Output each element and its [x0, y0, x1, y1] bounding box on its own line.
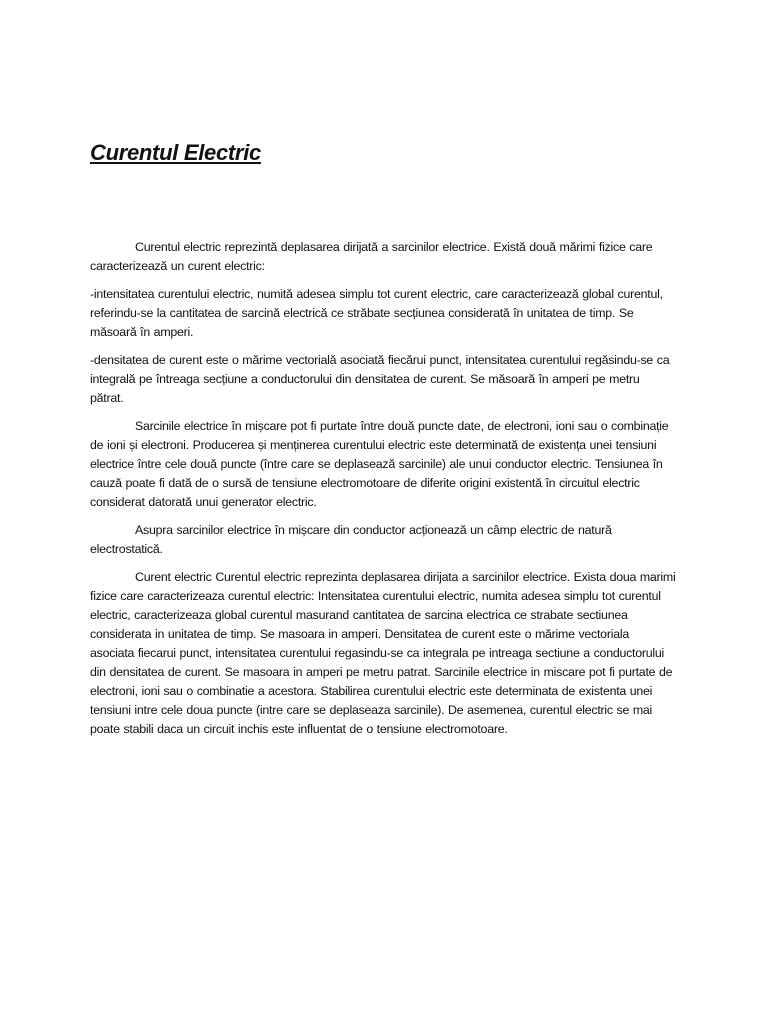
document-body [90, 238, 676, 748]
paragraph-charge-carriers: Sarcinile electrice în mișcare pot fi purtate între două puncte date, de electroni, ioni sau o combinație de ioni și electroni. Producerea și menținerea curentului electric este determinată de existența unei tensiuni electrice între cele două puncte (între care se deplasează sarcinile) ale unui conductor electric. Tensiunea în cauză poate fi dată de o sursă de tensiune electromotoare de diferite origini existentă în circuitul electric considerat datorată unui generator electric. [90, 419, 669, 509]
page-title: Curentul Electric [90, 140, 261, 165]
paragraph-current-density: -densitatea de curent este o mărime vectorială asociată fiecărui punct, intensitatea curentului regăsindu-se ca integrală pe întreaga secțiune a conductorului din densitatea de curent. Se măsoară în amperi pe metru pătrat. [90, 353, 670, 405]
paragraph-summary: Curent electric Curentul electric reprezinta deplasarea dirijata a sarcinilor electrice. Exista doua marimi fizice care caracterizeaza curentul electric: Intensitatea curentului electric, numita adesea simplu tot curentul electric, caracterizeaza global curentul masurand cantitatea de sarcina electrica ce strabate sectiunea considerata in unitatea de timp. Se masoara in amperi. Densitatea de curent este o mărime vectoriala asociata fiecarui punct, intensitatea curentului regasindu-se ca integrala pe intreaga sectiune a conductorului din densitatea de curent. Se masoara in amperi pe metru patrat. Sarcinile electrice in miscare pot fi purtate de electroni, ioni sau o combinatie a acestora. Stabilirea curentului electric este determinata de existenta unei tensiuni intre cele doua puncte (intre care se deplaseaza sarcinile). De asemenea, curentul electric se mai poate stabili daca un circuit inchis este influentat de o tensiune electromotoare. [90, 570, 676, 736]
paragraph-electric-field: Asupra sarcinilor electrice în mișcare din conductor acționează un câmp electric de natură electrostatică. [90, 523, 612, 556]
paragraph-intensity: -intensitatea curentului electric, numită adesea simplu tot curent electric, care caracterizează global curentul, referindu-se la cantitatea de sarcină electrică ce străbate secțiunea considerată în unitatea de timp. Se măsoară în amperi. [90, 287, 663, 339]
paragraph-intro: Curentul electric reprezintă deplasarea dirijată a sarcinilor electrice. Există două mărimi fizice care caracterizează un curent electric: [90, 240, 653, 273]
